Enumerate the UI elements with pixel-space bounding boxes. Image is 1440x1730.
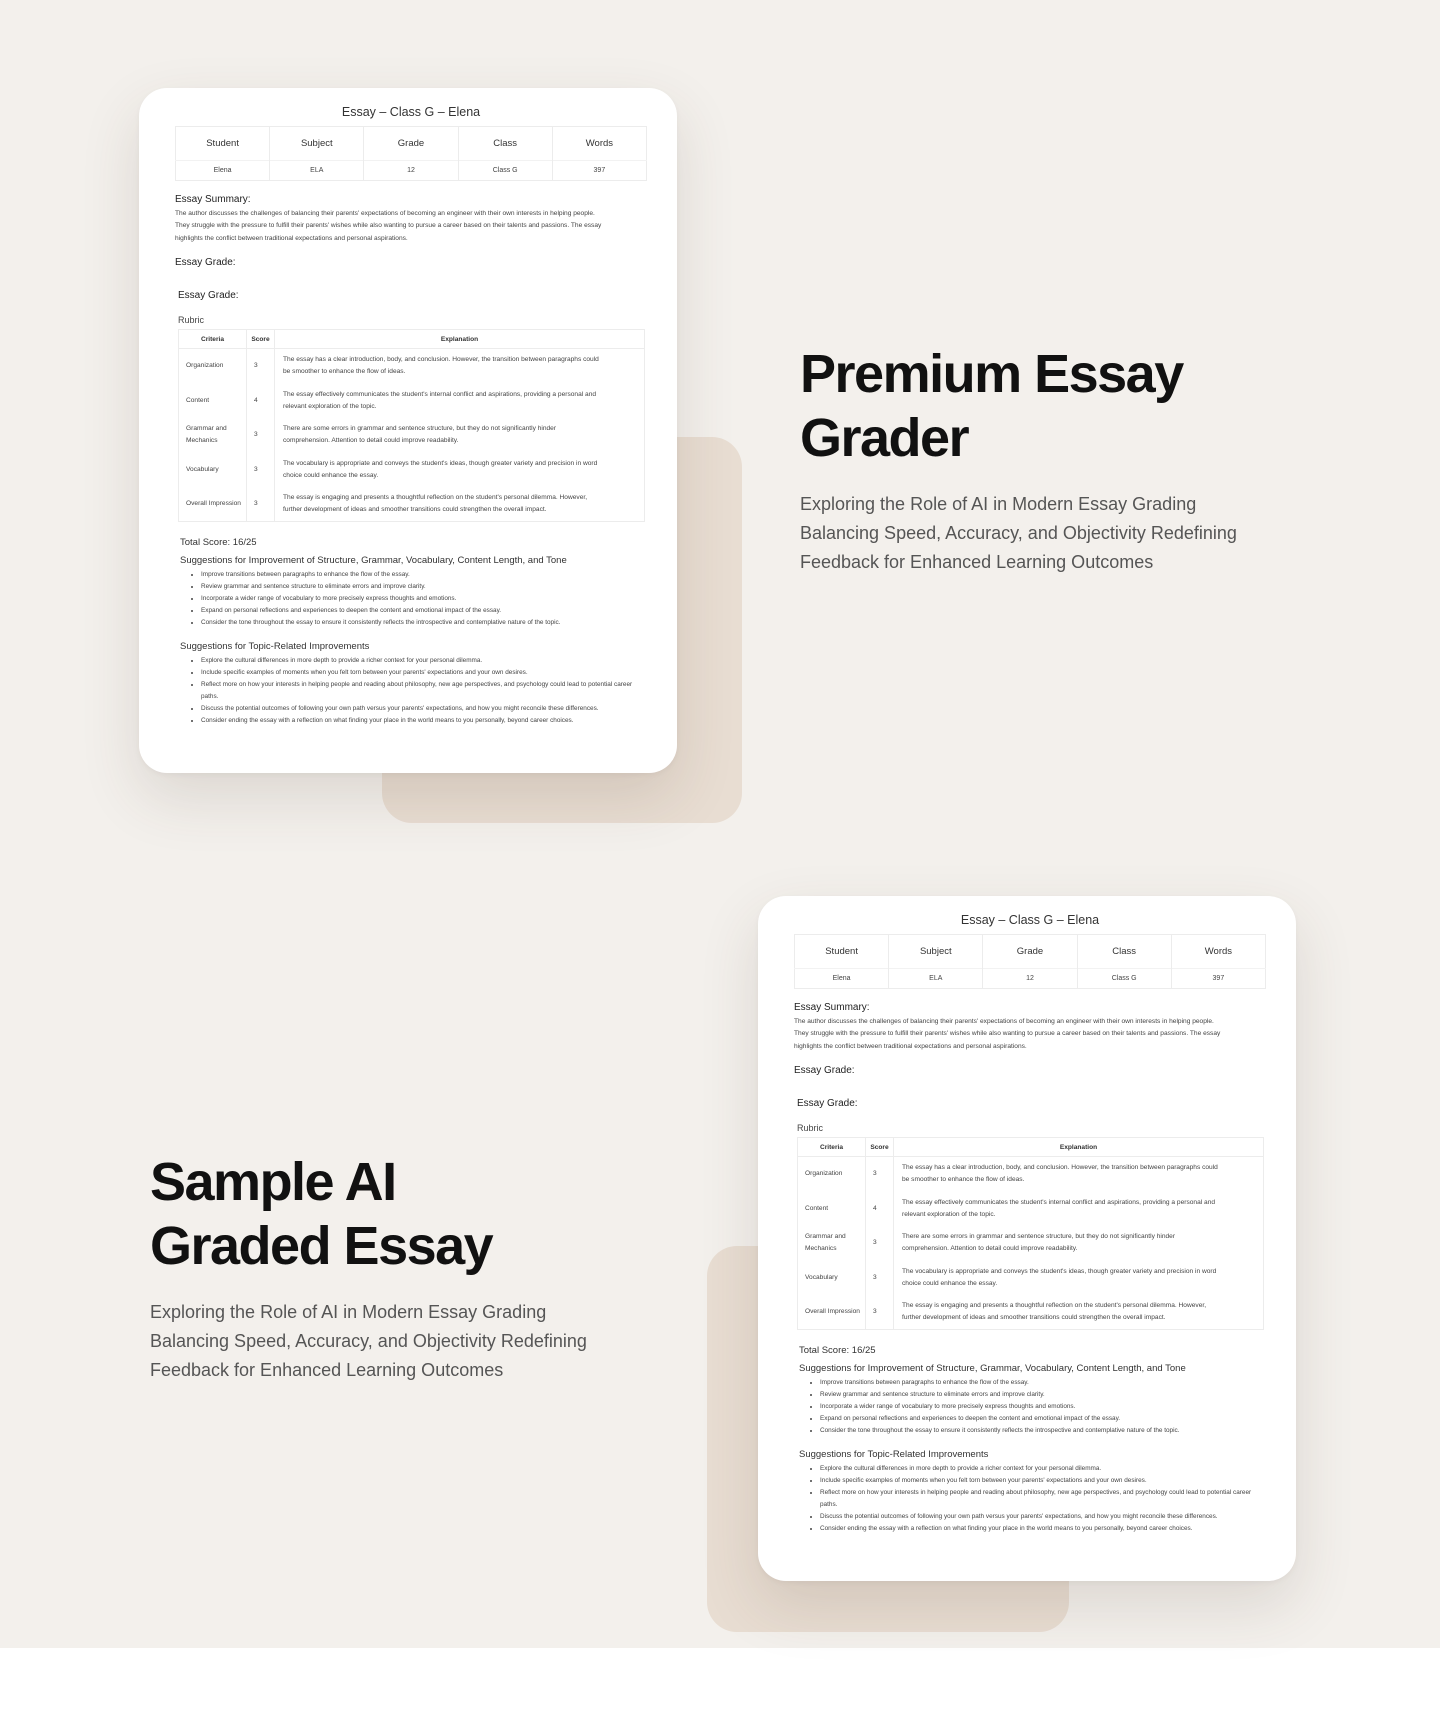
list-item: • Reflect more on how your interests in helping people and reading about philosophy, new age perspectives, and psychology could lead to potential career paths. xyxy=(201,679,647,703)
explanation-line: The essay has a clear introduction, body, and conclusion. However, the transition between paragraphs could xyxy=(283,356,599,364)
rubric-explanation xyxy=(275,383,645,418)
explanation-line: The essay is engaging and presents a thoughtful reflection on the student's personal dilemma. However, xyxy=(902,1302,1207,1310)
rubric-table xyxy=(797,1137,1264,1330)
explanation-line: be smoother to enhance the flow of ideas. xyxy=(902,1176,1025,1184)
info-header: Subject xyxy=(889,935,983,969)
rubric-header: Score xyxy=(866,1138,894,1157)
rubric-header-row xyxy=(798,1138,1264,1157)
info-header: Subject xyxy=(270,127,364,161)
list-item: • Include specific examples of moments when you felt torn between your parents' expectations and your own desires. xyxy=(820,1475,1266,1487)
rubric-header: Criteria xyxy=(798,1138,866,1157)
rubric-explanation xyxy=(894,1261,1264,1296)
topic-list xyxy=(820,1463,1266,1535)
list-item: • Improve transitions between paragraphs to enhance the flow of the essay. xyxy=(820,1377,1266,1389)
list-item: • Discuss the potential outcomes of following your own path versus your parents' expectations, and how you might reconcile these differences. xyxy=(820,1511,1266,1523)
list-item: • Improve transitions between paragraphs to enhance the flow of the essay. xyxy=(201,569,647,581)
rubric-explanation xyxy=(275,453,645,488)
rubric-score: 3 xyxy=(247,349,275,384)
summary-line: highlights the conflict between traditional expectations and personal aspirations. xyxy=(175,234,408,242)
list-item: • Explore the cultural differences in more depth to provide a richer context for your personal dilemma. xyxy=(201,655,647,667)
rubric-explanation xyxy=(894,1157,1264,1192)
improvement-title: Suggestions for Improvement of Structure, Grammar, Vocabulary, Content Length, and Tone xyxy=(799,1363,1186,1375)
headline-line: Graded Essay xyxy=(150,1216,493,1276)
rubric-criteria: Organization xyxy=(179,349,247,384)
essay-title: Essay – Class G – Elena xyxy=(960,913,1100,927)
rubric-label: Rubric xyxy=(797,1123,824,1134)
list-item: • Incorporate a wider range of vocabulary to more precisely express thoughts and emotions. xyxy=(820,1401,1266,1413)
summary-line: They struggle with the pressure to fulfill their parents' wishes while also wanting to pursue a career based on their talents and passions. The essay xyxy=(794,1030,1221,1038)
list-item: • Discuss the potential outcomes of following your own path versus your parents' expectations, and how you might reconcile these differences. xyxy=(201,703,647,715)
list-item: • Consider ending the essay with a reflection on what finding your place in the world means to you personally, beyond career choices. xyxy=(820,1523,1266,1535)
topic-list xyxy=(201,655,647,727)
list-item: • Expand on personal reflections and experiences to deepen the content and emotional impact of the essay. xyxy=(201,605,647,617)
section-subtext xyxy=(800,490,1280,577)
info-header: Class xyxy=(458,127,552,161)
rubric-row xyxy=(798,1157,1264,1192)
explanation-line: There are some errors in grammar and sentence structure, but they do not significantly hinder xyxy=(283,425,557,433)
explanation-line: The essay effectively communicates the student's internal conflict and aspirations, providing a personal and xyxy=(283,390,597,398)
rubric-criteria: Organization xyxy=(798,1157,866,1192)
info-value: Class G xyxy=(1077,969,1171,989)
essay-report xyxy=(175,126,647,727)
essay-title: Essay – Class G – Elena xyxy=(341,105,481,119)
rubric-header: Explanation xyxy=(894,1138,1264,1157)
info-header: Grade xyxy=(364,127,458,161)
rubric-row xyxy=(179,487,645,522)
info-value: 12 xyxy=(364,161,458,181)
essay-preview-card xyxy=(758,896,1296,1581)
headline-line: Grader xyxy=(800,408,969,468)
info-header: Student xyxy=(795,935,889,969)
summary-label: Essay Summary: xyxy=(175,194,251,205)
explanation-line: The vocabulary is appropriate and conveys the student's ideas, though greater variety and precision in word xyxy=(902,1267,1217,1275)
rubric-score: 3 xyxy=(866,1226,894,1261)
summary-line: highlights the conflict between traditional expectations and personal aspirations. xyxy=(794,1042,1027,1050)
rubric-table xyxy=(178,329,645,522)
rubric-score: 3 xyxy=(866,1261,894,1296)
subtext-line: Exploring the Role of AI in Modern Essay Grading xyxy=(150,1302,547,1322)
improvement-list xyxy=(820,1377,1266,1437)
info-header: Student xyxy=(176,127,270,161)
info-value: 397 xyxy=(552,161,646,181)
info-value: Elena xyxy=(176,161,270,181)
subtext-line: Exploring the Role of AI in Modern Essay Grading xyxy=(800,494,1197,514)
rubric-score: 3 xyxy=(247,453,275,488)
explanation-line: comprehension. Attention to detail could improve readability. xyxy=(902,1245,1078,1253)
grade-label: Essay Grade: xyxy=(797,1098,858,1110)
rubric-explanation xyxy=(275,418,645,453)
grade-label: Essay Grade: xyxy=(178,290,239,302)
grade-label: Essay Grade: xyxy=(794,1065,855,1077)
section-headline xyxy=(800,342,1320,470)
rubric-criteria: Content xyxy=(179,383,247,418)
rubric-score: 4 xyxy=(866,1191,894,1226)
rubric-explanation xyxy=(275,487,645,522)
rubric-row xyxy=(798,1295,1264,1330)
subtext-line: Balancing Speed, Accuracy, and Objectivity Redefining xyxy=(800,523,1237,543)
rubric-explanation xyxy=(894,1191,1264,1226)
explanation-line: The essay effectively communicates the student's internal conflict and aspirations, providing a personal and xyxy=(902,1198,1216,1206)
rubric-score: 3 xyxy=(866,1157,894,1192)
info-header: Class xyxy=(1077,935,1171,969)
footer-band xyxy=(0,1648,1440,1730)
info-value: 397 xyxy=(1171,969,1265,989)
summary-line: They struggle with the pressure to fulfill their parents' wishes while also wanting to pursue a career based on their talents and passions. The essay xyxy=(175,222,602,230)
student-info-table xyxy=(175,126,647,181)
total-score: Total Score: 16/25 xyxy=(799,1345,876,1357)
rubric-criteria: Vocabulary xyxy=(179,453,247,488)
info-header: Grade xyxy=(983,935,1077,969)
rubric-row xyxy=(179,349,645,384)
rubric-explanation xyxy=(894,1295,1264,1330)
rubric-row xyxy=(798,1191,1264,1226)
explanation-line: The essay is engaging and presents a thoughtful reflection on the student's personal dilemma. However, xyxy=(283,494,588,502)
rubric-row xyxy=(179,453,645,488)
total-score: Total Score: 16/25 xyxy=(180,537,257,549)
list-item: • Consider the tone throughout the essay to ensure it consistently reflects the introspective and contemplative nature of the topic. xyxy=(201,617,647,629)
info-value: ELA xyxy=(270,161,364,181)
summary-text xyxy=(175,208,647,245)
list-item: • Consider the tone throughout the essay to ensure it consistently reflects the introspective and contemplative nature of the topic. xyxy=(820,1425,1266,1437)
list-item: • Review grammar and sentence structure to eliminate errors and improve clarity. xyxy=(201,581,647,593)
explanation-line: comprehension. Attention to detail could improve readability. xyxy=(283,437,459,445)
list-item: • Consider ending the essay with a reflection on what finding your place in the world means to you personally, beyond career choices. xyxy=(201,715,647,727)
explanation-line: choice could enhance the essay. xyxy=(283,471,379,479)
explanation-line: The essay has a clear introduction, body, and conclusion. However, the transition between paragraphs could xyxy=(902,1164,1218,1172)
info-value-row xyxy=(176,161,647,181)
info-value: Elena xyxy=(795,969,889,989)
essay-preview-card xyxy=(139,88,677,773)
rubric-score: 3 xyxy=(247,418,275,453)
student-info-table xyxy=(794,934,1266,989)
rubric-criteria: Overall Impression xyxy=(798,1295,866,1330)
rubric-row xyxy=(179,418,645,453)
list-item: • Review grammar and sentence structure to eliminate errors and improve clarity. xyxy=(820,1389,1266,1401)
headline-line: Sample AI xyxy=(150,1152,396,1212)
explanation-line: choice could enhance the essay. xyxy=(902,1279,998,1287)
topic-title: Suggestions for Topic-Related Improvements xyxy=(799,1449,989,1461)
subtext-line: Balancing Speed, Accuracy, and Objectivity Redefining xyxy=(150,1331,587,1351)
rubric-row xyxy=(798,1261,1264,1296)
explanation-line: There are some errors in grammar and sentence structure, but they do not significantly hinder xyxy=(902,1233,1176,1241)
rubric-criteria: Vocabulary xyxy=(798,1261,866,1296)
subtext-line: Feedback for Enhanced Learning Outcomes xyxy=(150,1360,504,1380)
info-value: 12 xyxy=(983,969,1077,989)
summary-label: Essay Summary: xyxy=(794,1002,870,1013)
improvement-list xyxy=(201,569,647,629)
info-header: Words xyxy=(585,138,614,149)
info-value: ELA xyxy=(889,969,983,989)
list-item: • Expand on personal reflections and experiences to deepen the content and emotional impact of the essay. xyxy=(820,1413,1266,1425)
rubric-header: Criteria xyxy=(179,330,247,349)
info-value: Class G xyxy=(458,161,552,181)
rubric-criteria: Content xyxy=(798,1191,866,1226)
rubric-row xyxy=(798,1226,1264,1261)
info-header-row xyxy=(176,127,647,161)
rubric-header-row xyxy=(179,330,645,349)
summary-line: The author discusses the challenges of balancing their parents' expectations of becoming an engineer with their own interests in helping people. xyxy=(175,210,595,217)
rubric-explanation xyxy=(894,1226,1264,1261)
rubric-score: 3 xyxy=(866,1295,894,1330)
list-item: • Reflect more on how your interests in helping people and reading about philosophy, new age perspectives, and psychology could lead to potential career paths. xyxy=(820,1487,1266,1511)
rubric-row xyxy=(179,383,645,418)
list-item: • Explore the cultural differences in more depth to provide a richer context for your personal dilemma. xyxy=(820,1463,1266,1475)
rubric-score: 3 xyxy=(247,487,275,522)
rubric-criteria: Overall Impression xyxy=(179,487,247,522)
rubric-criteria: Grammar and Mechanics xyxy=(798,1226,866,1261)
explanation-line: be smoother to enhance the flow of ideas. xyxy=(283,368,406,376)
summary-text xyxy=(794,1016,1266,1053)
list-item: • Incorporate a wider range of vocabulary to more precisely express thoughts and emotions. xyxy=(201,593,647,605)
topic-title: Suggestions for Topic-Related Improvements xyxy=(180,641,370,653)
headline-line: Premium Essay xyxy=(800,344,1183,404)
rubric-explanation xyxy=(275,349,645,384)
info-value-row xyxy=(795,969,1266,989)
subtext-line: Feedback for Enhanced Learning Outcomes xyxy=(800,552,1154,572)
improvement-title: Suggestions for Improvement of Structure, Grammar, Vocabulary, Content Length, and Tone xyxy=(180,555,567,567)
list-item: • Include specific examples of moments when you felt torn between your parents' expectations and your own desires. xyxy=(201,667,647,679)
info-header: Words xyxy=(1204,946,1233,957)
explanation-line: further development of ideas and smoother transitions could strengthen the overall impact. xyxy=(283,506,547,514)
explanation-line: The vocabulary is appropriate and conveys the student's ideas, though greater variety and precision in word xyxy=(283,459,598,467)
section-subtext xyxy=(150,1298,630,1385)
rubric-header: Score xyxy=(247,330,275,349)
rubric-label: Rubric xyxy=(178,315,205,326)
rubric-header: Explanation xyxy=(275,330,645,349)
grade-label: Essay Grade: xyxy=(175,257,236,269)
essay-report xyxy=(794,934,1266,1535)
rubric-criteria: Grammar and Mechanics xyxy=(179,418,247,453)
section-headline xyxy=(150,1150,670,1278)
explanation-line: further development of ideas and smoother transitions could strengthen the overall impact. xyxy=(902,1314,1166,1322)
explanation-line: relevant exploration of the topic. xyxy=(283,402,377,410)
info-header-row xyxy=(795,935,1266,969)
rubric-score: 4 xyxy=(247,383,275,418)
summary-line: The author discusses the challenges of balancing their parents' expectations of becoming an engineer with their own interests in helping people. xyxy=(794,1018,1214,1025)
explanation-line: relevant exploration of the topic. xyxy=(902,1210,996,1218)
